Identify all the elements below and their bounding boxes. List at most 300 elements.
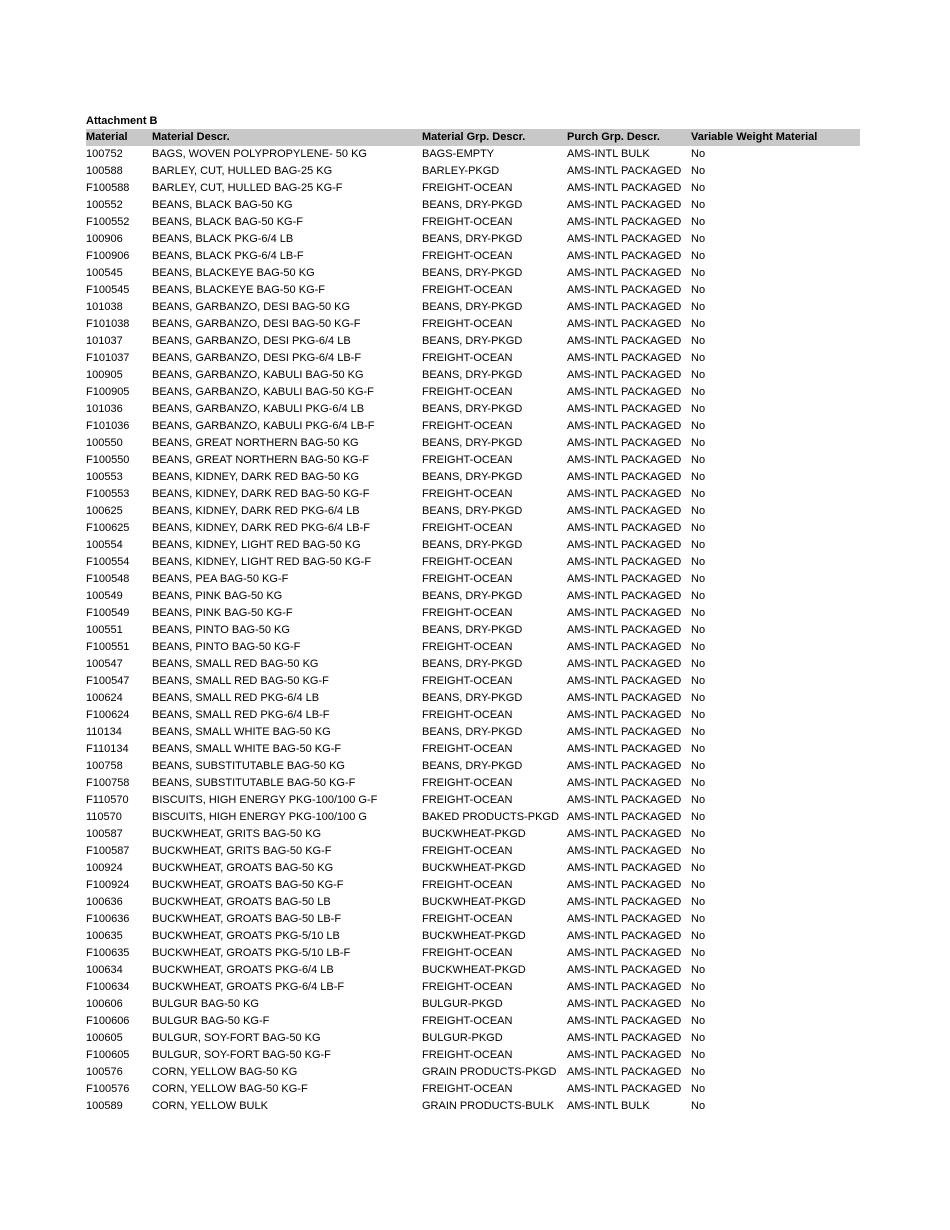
table-row (86, 197, 860, 214)
material-grp-cell: FREIGHT-OCEAN (422, 913, 513, 925)
material-cell: 100906 (86, 233, 123, 245)
material-grp-cell: BEANS, DRY-PKGD (422, 335, 523, 347)
variable-weight-cell: No (691, 998, 706, 1010)
material-grp-cell: BEANS, DRY-PKGD (422, 471, 523, 483)
material-grp-cell: FREIGHT-OCEAN (422, 981, 513, 993)
purch-grp-cell: AMS-INTL PACKAGED (567, 1083, 682, 1095)
purch-grp-cell: AMS-INTL PACKAGED (567, 777, 682, 789)
purch-grp-cell: AMS-INTL PACKAGED (567, 896, 682, 908)
table-row (86, 809, 860, 826)
material-grp-cell: BARLEY-PKGD (422, 165, 500, 177)
variable-weight-cell: No (691, 182, 706, 194)
purch-grp-cell: AMS-INTL PACKAGED (567, 488, 682, 500)
purch-grp-cell: AMS-INTL PACKAGED (567, 930, 682, 942)
material-cell: F101037 (86, 352, 130, 364)
material-cell: F100625 (86, 522, 130, 534)
table-row (86, 656, 860, 673)
table-row (86, 1013, 860, 1030)
material-descr-cell: BUCKWHEAT, GROATS BAG-50 KG (152, 862, 334, 874)
material-cell: F100588 (86, 182, 130, 194)
purch-grp-cell: AMS-INTL PACKAGED (567, 250, 682, 262)
table-header (86, 129, 860, 146)
material-cell: F100605 (86, 1049, 130, 1061)
variable-weight-cell: No (691, 1032, 706, 1044)
table-row (86, 1064, 860, 1081)
variable-weight-cell: No (691, 777, 706, 789)
material-descr-cell: BEANS, GARBANZO, KABULI PKG-6/4 LB (152, 403, 365, 415)
column-header-material-grp-descr: Material Grp. Descr. (422, 129, 567, 146)
material-descr-cell: BARLEY, CUT, HULLED BAG-25 KG-F (152, 182, 343, 194)
table-row (86, 775, 860, 792)
material-descr-cell: BUCKWHEAT, GROATS PKG-5/10 LB (152, 930, 340, 942)
material-cell: F101036 (86, 420, 130, 432)
variable-weight-cell: No (691, 964, 706, 976)
material-descr-cell: BEANS, SMALL WHITE BAG-50 KG (152, 726, 331, 738)
material-descr-cell: BEANS, GREAT NORTHERN BAG-50 KG-F (152, 454, 369, 466)
material-cell: 101036 (86, 403, 123, 415)
material-grp-cell: FREIGHT-OCEAN (422, 386, 513, 398)
table-row (86, 1030, 860, 1047)
material-descr-cell: BEANS, SMALL RED PKG-6/4 LB (152, 692, 320, 704)
variable-weight-cell: No (691, 811, 706, 823)
material-cell: F100906 (86, 250, 130, 262)
purch-grp-cell: AMS-INTL PACKAGED (567, 1015, 682, 1027)
material-grp-cell: BEANS, DRY-PKGD (422, 233, 523, 245)
material-descr-cell: BEANS, PEA BAG-50 KG-F (152, 573, 289, 585)
material-grp-cell: FREIGHT-OCEAN (422, 709, 513, 721)
material-descr-cell: BULGUR, SOY-FORT BAG-50 KG-F (152, 1049, 331, 1061)
table-row (86, 367, 860, 384)
material-grp-cell: FREIGHT-OCEAN (422, 488, 513, 500)
material-grp-cell: FREIGHT-OCEAN (422, 284, 513, 296)
table-row (86, 673, 860, 690)
table-row (86, 1081, 860, 1098)
variable-weight-cell: No (691, 726, 706, 738)
table-row (86, 333, 860, 350)
material-grp-cell: FREIGHT-OCEAN (422, 454, 513, 466)
table-row (86, 1098, 860, 1115)
variable-weight-cell: No (691, 1066, 706, 1078)
material-descr-cell: BUCKWHEAT, GRITS BAG-50 KG-F (152, 845, 332, 857)
material-descr-cell: BEANS, KIDNEY, DARK RED PKG-6/4 LB (152, 505, 360, 517)
material-grp-cell: BULGUR-PKGD (422, 1032, 503, 1044)
material-grp-cell: BUCKWHEAT-PKGD (422, 964, 526, 976)
table-row (86, 554, 860, 571)
material-cell: 100550 (86, 437, 123, 449)
table-row (86, 928, 860, 945)
material-cell: F100587 (86, 845, 130, 857)
material-descr-cell: BEANS, PINTO BAG-50 KG (152, 624, 290, 636)
table-row (86, 571, 860, 588)
material-grp-cell: FREIGHT-OCEAN (422, 607, 513, 619)
variable-weight-cell: No (691, 199, 706, 211)
material-cell: F100551 (86, 641, 130, 653)
purch-grp-cell: AMS-INTL PACKAGED (567, 947, 682, 959)
material-grp-cell: BEANS, DRY-PKGD (422, 403, 523, 415)
purch-grp-cell: AMS-INTL PACKAGED (567, 794, 682, 806)
variable-weight-cell: No (691, 828, 706, 840)
material-cell: F100758 (86, 777, 130, 789)
variable-weight-cell: No (691, 284, 706, 296)
material-descr-cell: BULGUR BAG-50 KG (152, 998, 259, 1010)
material-grp-cell: BEANS, DRY-PKGD (422, 301, 523, 313)
variable-weight-cell: No (691, 233, 706, 245)
material-descr-cell: BEANS, GARBANZO, KABULI PKG-6/4 LB-F (152, 420, 375, 432)
material-cell: F100545 (86, 284, 130, 296)
material-descr-cell: BEANS, BLACKEYE BAG-50 KG-F (152, 284, 326, 296)
table-row (86, 996, 860, 1013)
material-grp-cell: BEANS, DRY-PKGD (422, 505, 523, 517)
variable-weight-cell: No (691, 590, 706, 602)
material-descr-cell: BUCKWHEAT, GROATS BAG-50 KG-F (152, 879, 344, 891)
material-cell: 100551 (86, 624, 123, 636)
material-descr-cell: BUCKWHEAT, GROATS BAG-50 LB-F (152, 913, 342, 925)
variable-weight-cell: No (691, 488, 706, 500)
material-descr-cell: CORN, YELLOW BAG-50 KG (152, 1066, 298, 1078)
material-cell: 101038 (86, 301, 123, 313)
material-cell: F100549 (86, 607, 130, 619)
purch-grp-cell: AMS-INTL PACKAGED (567, 318, 682, 330)
variable-weight-cell: No (691, 216, 706, 228)
variable-weight-cell: No (691, 318, 706, 330)
variable-weight-cell: No (691, 250, 706, 262)
table-row (86, 384, 860, 401)
material-cell: F100547 (86, 675, 130, 687)
material-grp-cell: BUCKWHEAT-PKGD (422, 862, 526, 874)
purch-grp-cell: AMS-INTL PACKAGED (567, 182, 682, 194)
purch-grp-cell: AMS-INTL PACKAGED (567, 267, 682, 279)
material-descr-cell: BEANS, PINK BAG-50 KG (152, 590, 283, 602)
material-cell: 100752 (86, 148, 123, 160)
material-cell: F100635 (86, 947, 130, 959)
header-row (86, 129, 860, 146)
material-cell: 100587 (86, 828, 123, 840)
purch-grp-cell: AMS-INTL PACKAGED (567, 573, 682, 585)
material-cell: 100588 (86, 165, 123, 177)
material-cell: F100905 (86, 386, 130, 398)
purch-grp-cell: AMS-INTL PACKAGED (567, 879, 682, 891)
table-row (86, 350, 860, 367)
material-descr-cell: BUCKWHEAT, GROATS PKG-5/10 LB-F (152, 947, 351, 959)
variable-weight-cell: No (691, 743, 706, 755)
purch-grp-cell: AMS-INTL PACKAGED (567, 233, 682, 245)
table-row (86, 163, 860, 180)
material-grp-cell: FREIGHT-OCEAN (422, 522, 513, 534)
document-page (86, 113, 860, 1115)
material-descr-cell: BEANS, SMALL RED PKG-6/4 LB-F (152, 709, 330, 721)
material-descr-cell: BEANS, BLACK PKG-6/4 LB-F (152, 250, 304, 262)
purch-grp-cell: AMS-INTL BULK (567, 1100, 650, 1112)
table-row (86, 741, 860, 758)
purch-grp-cell: AMS-INTL PACKAGED (567, 505, 682, 517)
column-header-material-descr: Material Descr. (152, 129, 422, 146)
purch-grp-cell: AMS-INTL PACKAGED (567, 420, 682, 432)
material-descr-cell: BUCKWHEAT, GROATS PKG-6/4 LB-F (152, 981, 345, 993)
material-descr-cell: BUCKWHEAT, GRITS BAG-50 KG (152, 828, 322, 840)
material-descr-cell: BULGUR, SOY-FORT BAG-50 KG (152, 1032, 321, 1044)
variable-weight-cell: No (691, 386, 706, 398)
material-descr-cell: BEANS, SMALL RED BAG-50 KG (152, 658, 319, 670)
material-cell: 100547 (86, 658, 123, 670)
material-cell: F100550 (86, 454, 130, 466)
purch-grp-cell: AMS-INTL PACKAGED (567, 828, 682, 840)
material-grp-cell: GRAIN PRODUCTS-PKGD (422, 1066, 557, 1078)
material-grp-cell: BEANS, DRY-PKGD (422, 369, 523, 381)
table-row (86, 605, 860, 622)
material-grp-cell: FREIGHT-OCEAN (422, 352, 513, 364)
variable-weight-cell: No (691, 471, 706, 483)
material-cell: F100606 (86, 1015, 130, 1027)
material-grp-cell: FREIGHT-OCEAN (422, 794, 513, 806)
material-grp-cell: BAGS-EMPTY (422, 148, 495, 160)
material-cell: F110570 (86, 794, 129, 806)
variable-weight-cell: No (691, 896, 706, 908)
material-grp-cell: BEANS, DRY-PKGD (422, 760, 523, 772)
table-row (86, 792, 860, 809)
material-descr-cell: BEANS, GARBANZO, DESI BAG-50 KG-F (152, 318, 361, 330)
material-grp-cell: FREIGHT-OCEAN (422, 573, 513, 585)
material-grp-cell: BULGUR-PKGD (422, 998, 503, 1010)
material-cell: F100554 (86, 556, 130, 568)
material-grp-cell: BEANS, DRY-PKGD (422, 624, 523, 636)
variable-weight-cell: No (691, 301, 706, 313)
table-row (86, 962, 860, 979)
material-grp-cell: BEANS, DRY-PKGD (422, 437, 523, 449)
material-cell: 100758 (86, 760, 123, 772)
table-row (86, 979, 860, 996)
variable-weight-cell: No (691, 760, 706, 772)
variable-weight-cell: No (691, 420, 706, 432)
purch-grp-cell: AMS-INTL PACKAGED (567, 352, 682, 364)
purch-grp-cell: AMS-INTL PACKAGED (567, 1049, 682, 1061)
table-row (86, 248, 860, 265)
table-row (86, 503, 860, 520)
variable-weight-cell: No (691, 352, 706, 364)
purch-grp-cell: AMS-INTL PACKAGED (567, 998, 682, 1010)
material-cell: F100924 (86, 879, 130, 891)
material-grp-cell: FREIGHT-OCEAN (422, 318, 513, 330)
variable-weight-cell: No (691, 794, 706, 806)
purch-grp-cell: AMS-INTL PACKAGED (567, 709, 682, 721)
table-row (86, 860, 860, 877)
material-descr-cell: BEANS, SUBSTITUTABLE BAG-50 KG (152, 760, 345, 772)
table-row (86, 146, 860, 163)
table-row (86, 486, 860, 503)
material-cell: F100576 (86, 1083, 130, 1095)
materials-table (86, 129, 860, 1115)
material-descr-cell: BEANS, BLACKEYE BAG-50 KG (152, 267, 315, 279)
purch-grp-cell: AMS-INTL PACKAGED (567, 811, 682, 823)
purch-grp-cell: AMS-INTL PACKAGED (567, 743, 682, 755)
purch-grp-cell: AMS-INTL PACKAGED (567, 913, 682, 925)
material-grp-cell: FREIGHT-OCEAN (422, 743, 513, 755)
purch-grp-cell: AMS-INTL PACKAGED (567, 658, 682, 670)
table-row (86, 231, 860, 248)
material-descr-cell: CORN, YELLOW BAG-50 KG-F (152, 1083, 308, 1095)
variable-weight-cell: No (691, 607, 706, 619)
material-grp-cell: GRAIN PRODUCTS-BULK (422, 1100, 555, 1112)
variable-weight-cell: No (691, 913, 706, 925)
material-descr-cell: BEANS, SMALL WHITE BAG-50 KG-F (152, 743, 342, 755)
material-cell: 100552 (86, 199, 123, 211)
material-cell: 100549 (86, 590, 123, 602)
table-row (86, 401, 860, 418)
variable-weight-cell: No (691, 437, 706, 449)
material-cell: 110570 (86, 811, 122, 823)
material-grp-cell: FREIGHT-OCEAN (422, 675, 513, 687)
material-descr-cell: BEANS, GARBANZO, DESI BAG-50 KG (152, 301, 351, 313)
purch-grp-cell: AMS-INTL PACKAGED (567, 165, 682, 177)
material-descr-cell: BEANS, KIDNEY, DARK RED PKG-6/4 LB-F (152, 522, 371, 534)
table-row (86, 877, 860, 894)
purch-grp-cell: AMS-INTL PACKAGED (567, 692, 682, 704)
material-descr-cell: BISCUITS, HIGH ENERGY PKG-100/100 G (152, 811, 367, 823)
material-cell: 101037 (86, 335, 123, 347)
purch-grp-cell: AMS-INTL PACKAGED (567, 369, 682, 381)
material-grp-cell: BEANS, DRY-PKGD (422, 199, 523, 211)
variable-weight-cell: No (691, 981, 706, 993)
variable-weight-cell: No (691, 573, 706, 585)
material-cell: F100624 (86, 709, 130, 721)
table-row (86, 945, 860, 962)
material-grp-cell: FREIGHT-OCEAN (422, 420, 513, 432)
table-row (86, 265, 860, 282)
material-descr-cell: BAGS, WOVEN POLYPROPYLENE- 50 KG (152, 148, 367, 160)
purch-grp-cell: AMS-INTL PACKAGED (567, 1032, 682, 1044)
material-descr-cell: BARLEY, CUT, HULLED BAG-25 KG (152, 165, 333, 177)
purch-grp-cell: AMS-INTL PACKAGED (567, 675, 682, 687)
material-descr-cell: BEANS, KIDNEY, LIGHT RED BAG-50 KG (152, 539, 361, 551)
material-grp-cell: FREIGHT-OCEAN (422, 216, 513, 228)
material-descr-cell: BEANS, GARBANZO, DESI PKG-6/4 LB-F (152, 352, 362, 364)
material-cell: F100636 (86, 913, 130, 925)
variable-weight-cell: No (691, 879, 706, 891)
variable-weight-cell: No (691, 148, 706, 160)
material-grp-cell: FREIGHT-OCEAN (422, 182, 513, 194)
material-grp-cell: FREIGHT-OCEAN (422, 250, 513, 262)
material-grp-cell: BEANS, DRY-PKGD (422, 539, 523, 551)
material-descr-cell: BEANS, BLACK PKG-6/4 LB (152, 233, 294, 245)
table-row (86, 690, 860, 707)
material-grp-cell: BEANS, DRY-PKGD (422, 658, 523, 670)
variable-weight-cell: No (691, 1015, 706, 1027)
material-cell: F100634 (86, 981, 130, 993)
variable-weight-cell: No (691, 692, 706, 704)
material-grp-cell: BUCKWHEAT-PKGD (422, 930, 526, 942)
material-descr-cell: BEANS, BLACK BAG-50 KG (152, 199, 293, 211)
material-grp-cell: BEANS, DRY-PKGD (422, 692, 523, 704)
material-cell: 100635 (86, 930, 123, 942)
table-row (86, 843, 860, 860)
variable-weight-cell: No (691, 1100, 706, 1112)
table-row (86, 1047, 860, 1064)
purch-grp-cell: AMS-INTL PACKAGED (567, 964, 682, 976)
material-grp-cell: FREIGHT-OCEAN (422, 556, 513, 568)
table-row (86, 826, 860, 843)
material-grp-cell: BEANS, DRY-PKGD (422, 726, 523, 738)
material-descr-cell: CORN, YELLOW BULK (152, 1100, 268, 1112)
material-cell: 100576 (86, 1066, 123, 1078)
column-header-material: Material (86, 129, 152, 146)
variable-weight-cell: No (691, 505, 706, 517)
purch-grp-cell: AMS-INTL PACKAGED (567, 454, 682, 466)
purch-grp-cell: AMS-INTL PACKAGED (567, 624, 682, 636)
material-descr-cell: BEANS, GARBANZO, KABULI BAG-50 KG (152, 369, 364, 381)
material-descr-cell: BEANS, PINTO BAG-50 KG-F (152, 641, 301, 653)
material-descr-cell: BEANS, SUBSTITUTABLE BAG-50 KG-F (152, 777, 356, 789)
material-descr-cell: BEANS, GARBANZO, KABULI BAG-50 KG-F (152, 386, 374, 398)
material-cell: 100636 (86, 896, 123, 908)
purch-grp-cell: AMS-INTL BULK (567, 148, 650, 160)
purch-grp-cell: AMS-INTL PACKAGED (567, 981, 682, 993)
table-row (86, 282, 860, 299)
table-row (86, 418, 860, 435)
variable-weight-cell: No (691, 165, 706, 177)
material-cell: 100545 (86, 267, 123, 279)
variable-weight-cell: No (691, 539, 706, 551)
material-cell: F100548 (86, 573, 130, 585)
material-grp-cell: BEANS, DRY-PKGD (422, 267, 523, 279)
table-row (86, 520, 860, 537)
material-cell: F100552 (86, 216, 130, 228)
purch-grp-cell: AMS-INTL PACKAGED (567, 556, 682, 568)
variable-weight-cell: No (691, 624, 706, 636)
material-descr-cell: BEANS, KIDNEY, DARK RED BAG-50 KG (152, 471, 360, 483)
variable-weight-cell: No (691, 335, 706, 347)
material-cell: 100905 (86, 369, 123, 381)
variable-weight-cell: No (691, 675, 706, 687)
material-descr-cell: BUCKWHEAT, GROATS PKG-6/4 LB (152, 964, 334, 976)
purch-grp-cell: AMS-INTL PACKAGED (567, 335, 682, 347)
variable-weight-cell: No (691, 709, 706, 721)
attachment-title: Attachment B (86, 115, 158, 127)
material-cell: 100605 (86, 1032, 123, 1044)
table-row (86, 452, 860, 469)
material-grp-cell: BUCKWHEAT-PKGD (422, 828, 526, 840)
material-grp-cell: FREIGHT-OCEAN (422, 947, 513, 959)
material-grp-cell: FREIGHT-OCEAN (422, 641, 513, 653)
purch-grp-cell: AMS-INTL PACKAGED (567, 437, 682, 449)
table-row (86, 707, 860, 724)
material-cell: F101038 (86, 318, 130, 330)
variable-weight-cell: No (691, 658, 706, 670)
variable-weight-cell: No (691, 556, 706, 568)
table-row (86, 180, 860, 197)
purch-grp-cell: AMS-INTL PACKAGED (567, 301, 682, 313)
purch-grp-cell: AMS-INTL PACKAGED (567, 471, 682, 483)
material-descr-cell: BEANS, PINK BAG-50 KG-F (152, 607, 293, 619)
material-cell: 100589 (86, 1100, 123, 1112)
purch-grp-cell: AMS-INTL PACKAGED (567, 522, 682, 534)
table-row (86, 214, 860, 231)
material-cell: F100553 (86, 488, 130, 500)
variable-weight-cell: No (691, 845, 706, 857)
purch-grp-cell: AMS-INTL PACKAGED (567, 607, 682, 619)
material-cell: 100634 (86, 964, 123, 976)
table-row (86, 316, 860, 333)
material-descr-cell: BISCUITS, HIGH ENERGY PKG-100/100 G-F (152, 794, 378, 806)
variable-weight-cell: No (691, 403, 706, 415)
variable-weight-cell: No (691, 267, 706, 279)
purch-grp-cell: AMS-INTL PACKAGED (567, 284, 682, 296)
material-descr-cell: BEANS, GARBANZO, DESI PKG-6/4 LB (152, 335, 351, 347)
variable-weight-cell: No (691, 641, 706, 653)
table-row (86, 588, 860, 605)
table-row (86, 537, 860, 554)
table-row (86, 622, 860, 639)
table-row (86, 911, 860, 928)
purch-grp-cell: AMS-INTL PACKAGED (567, 845, 682, 857)
